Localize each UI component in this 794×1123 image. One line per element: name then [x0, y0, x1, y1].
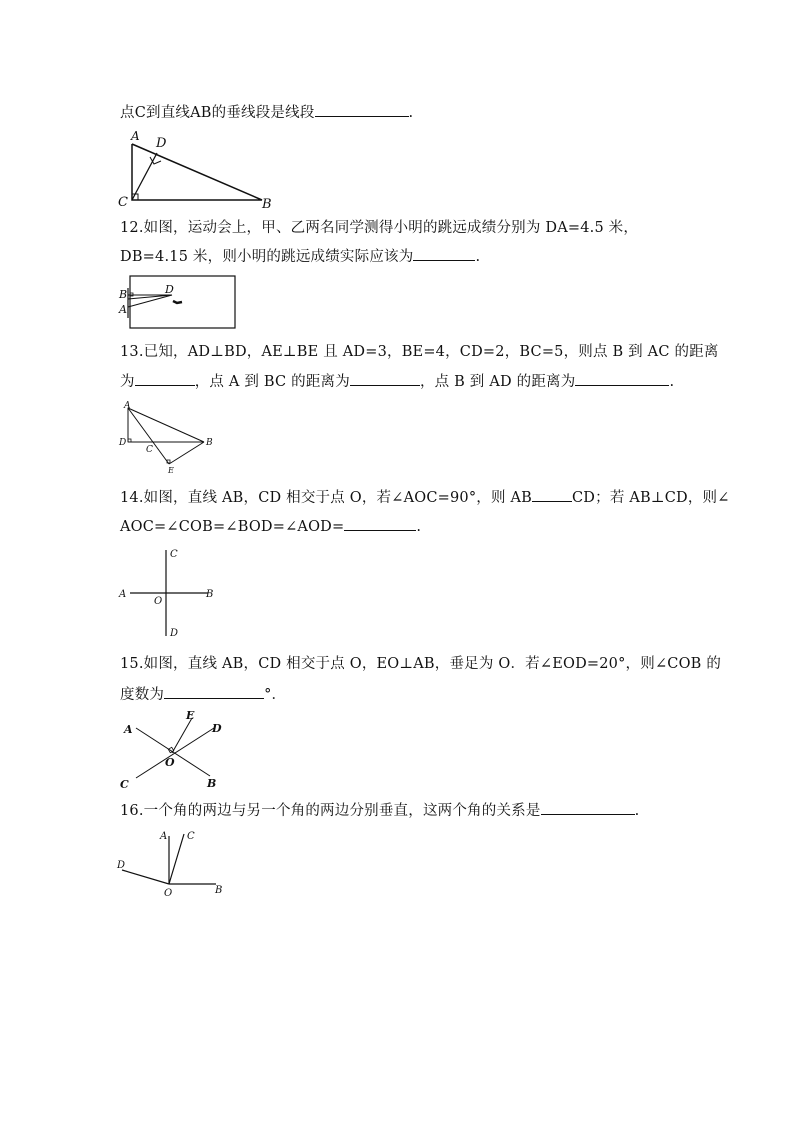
q16-label-b: B [215, 885, 223, 896]
q14-label-c: C [170, 549, 178, 560]
q16-figure [114, 826, 230, 898]
q12-line2: DB=4.15 米，则小明的跳远成绩实际应该为 . [120, 246, 480, 267]
q14-figure [116, 544, 220, 638]
q11-label-b: B [262, 197, 272, 210]
q13-answer-blank-2 [350, 371, 420, 386]
q13-line2: 为 ，点 A 到 BC 的距离为 ，点 B 到 AD 的距离为 . [120, 371, 674, 392]
q13-answer-blank-1 [135, 371, 195, 386]
q11-label-a: A [131, 129, 140, 143]
q15-line1: 15.如图，直线 AB，CD 相交于点 O，EO⊥AB，垂足为 O．若∠EOD=20°，则∠COB 的 [120, 656, 722, 672]
q15-label-a: A [124, 723, 133, 736]
q13-label-d: D [119, 438, 127, 448]
q14-line2: AOC=∠COB=∠BOD=∠AOD= . [120, 516, 421, 537]
q14-label-o: O [154, 596, 163, 607]
q14-line1: 14.如图，直线 AB，CD 相交于点 O，若∠AOC=90°，则 AB CD；若 AB⊥CD，则∠ [120, 487, 730, 508]
q12-figure [115, 274, 239, 332]
q15-label-e: E [186, 709, 195, 722]
q12-label-d: D [165, 283, 174, 296]
q14-answer-blank-1 [532, 487, 572, 502]
q11-text: 点C到直线AB的垂线段是线段 . [120, 102, 413, 123]
q15-line2: 度数为 °． [120, 684, 286, 705]
q13-label-b: B [206, 438, 213, 448]
q16-label-d: D [117, 860, 126, 871]
q12-line1: 12.如图，运动会上，甲、乙两名同学测得小明的跳远成绩分别为 DA=4.5 米， [120, 220, 639, 236]
q14-label-d: D [170, 628, 179, 638]
q16-label-c: C [187, 831, 195, 842]
q16-line1: 16.一个角的两边与另一个角的两边分别垂直，这两个角的关系是 . [120, 800, 639, 821]
q16-label-o: O [164, 888, 173, 898]
q13-line1: 13.已知，AD⊥BD，AE⊥BE 且 AD=3，BE=4，CD=2，BC=5，则点 B 到 AC 的距离 [120, 344, 719, 360]
q16-answer-blank [541, 800, 635, 815]
q11-figure [112, 126, 278, 210]
q16-label-a: A [160, 831, 168, 842]
q11-label-d: D [156, 136, 167, 151]
q13-figure [116, 400, 216, 476]
q11-answer-blank [315, 102, 409, 117]
q12-label-b: B [119, 288, 128, 301]
q15-figure [114, 708, 232, 792]
q11-label-c: C [118, 195, 128, 210]
q13-label-a: A [124, 401, 131, 411]
q12-label-a: A [119, 303, 127, 316]
q12-answer-blank [413, 246, 475, 261]
q15-label-d: D [212, 722, 222, 735]
q14-answer-blank-2 [344, 516, 416, 531]
q15-label-o: O [165, 756, 175, 769]
q15-label-b: B [207, 777, 217, 790]
q14-label-b: B [206, 589, 214, 600]
q13-label-c: C [146, 445, 153, 455]
q14-label-a: A [119, 589, 127, 600]
q15-answer-blank [164, 684, 264, 699]
q13-answer-blank-3 [575, 371, 669, 386]
q15-label-c: C [120, 778, 129, 791]
q13-label-e: E [168, 466, 174, 475]
